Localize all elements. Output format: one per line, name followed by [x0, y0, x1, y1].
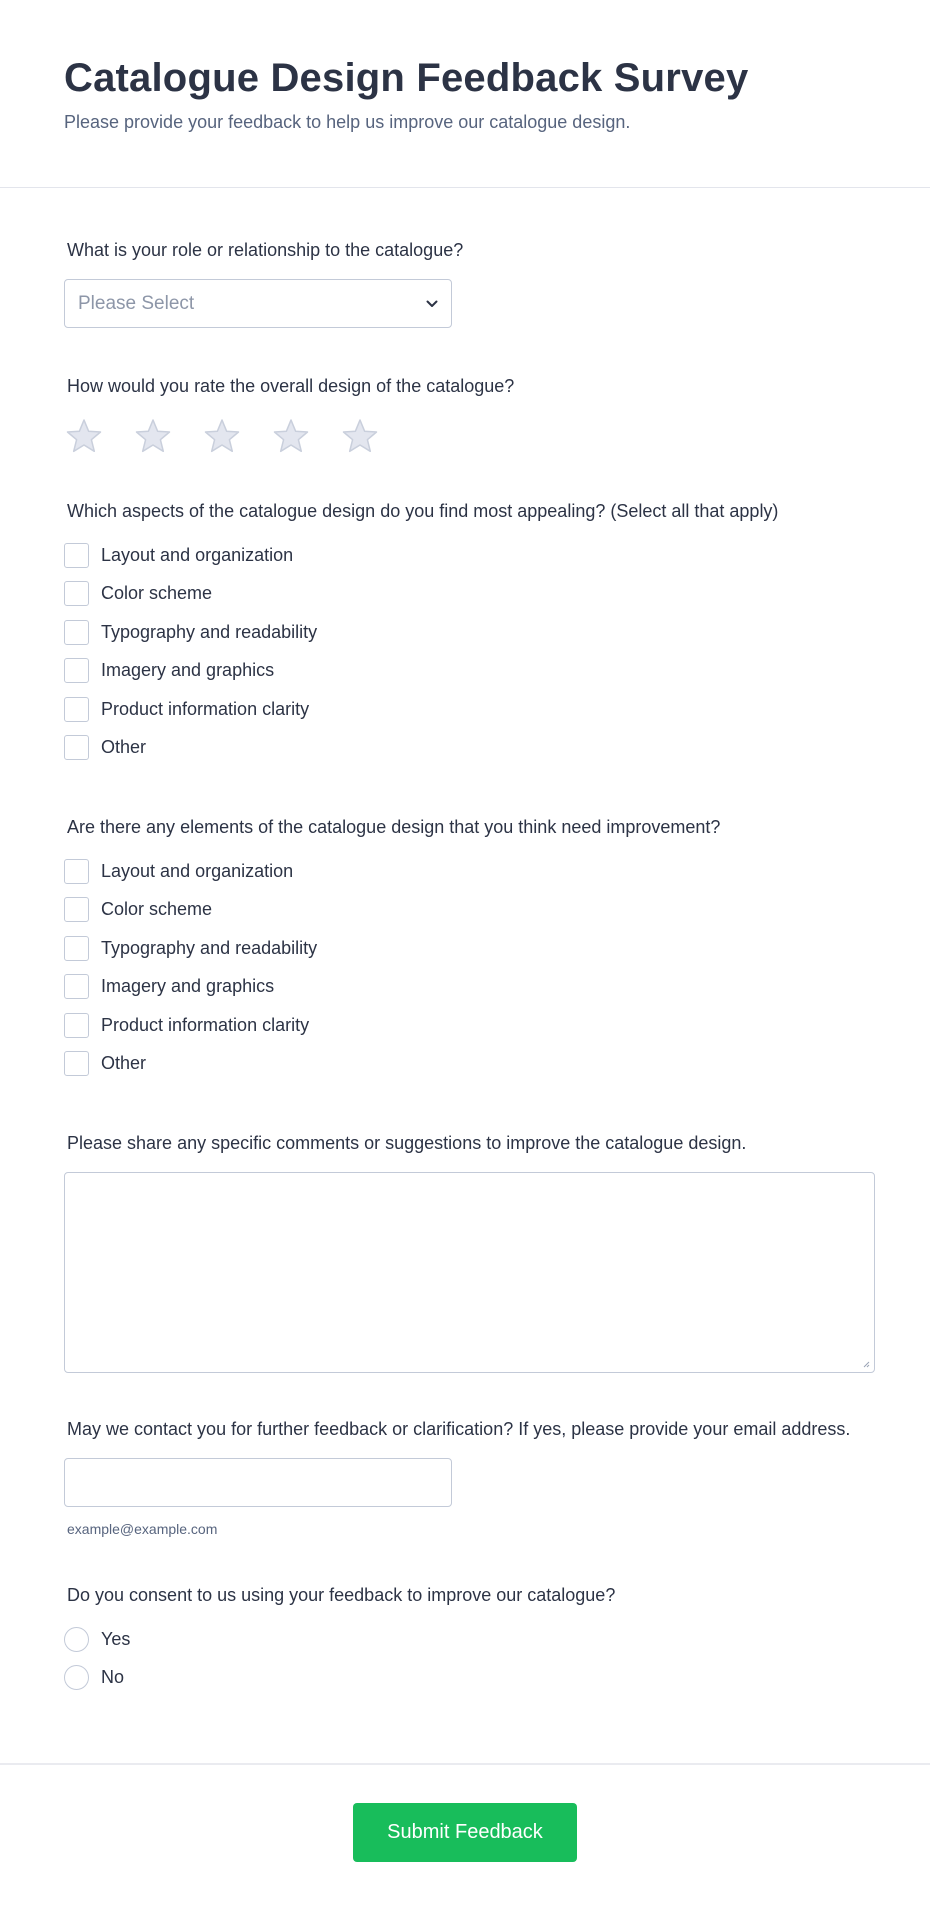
option-label: Imagery and graphics: [101, 976, 275, 997]
checkbox[interactable]: [64, 543, 89, 568]
question-label: May we contact you for further feedback or clarification? If yes, please provide your email address.: [67, 1419, 851, 1439]
checkbox-option[interactable]: [64, 891, 866, 930]
checkbox-option[interactable]: [64, 575, 866, 614]
page-title: Catalogue Design Feedback Survey: [64, 56, 749, 100]
checkbox-group: [64, 852, 866, 1083]
checkbox[interactable]: [64, 859, 89, 884]
radio-group: [64, 1620, 866, 1697]
checkbox-option[interactable]: [64, 690, 866, 729]
form-footer: [0, 1763, 930, 1910]
question-role: [64, 188, 866, 328]
option-label: No: [101, 1667, 125, 1688]
question-label: Please share any specific comments or suggestions to improve the catalogue design.: [67, 1133, 747, 1153]
checkbox-option[interactable]: [64, 852, 866, 891]
checkbox[interactable]: [64, 1051, 89, 1076]
checkbox[interactable]: [64, 581, 89, 606]
question-contact: [64, 1373, 866, 1537]
survey-form: [0, 188, 930, 1697]
checkbox[interactable]: [64, 936, 89, 961]
option-label: Color scheme: [101, 583, 213, 604]
dropdown-placeholder: Please Select: [78, 292, 195, 314]
checkbox[interactable]: [64, 658, 89, 683]
checkbox[interactable]: [64, 735, 89, 760]
star-icon[interactable]: [133, 417, 173, 457]
checkbox[interactable]: [64, 1013, 89, 1038]
option-label: Other: [101, 1053, 147, 1074]
checkbox[interactable]: [64, 620, 89, 645]
option-label: Product information clarity: [101, 1014, 310, 1035]
question-label: How would you rate the overall design of the catalogue?: [67, 376, 515, 396]
radio-option-no[interactable]: [64, 1659, 866, 1698]
option-label: Layout and organization: [101, 544, 294, 565]
checkbox-option[interactable]: [64, 729, 866, 768]
checkbox[interactable]: [64, 974, 89, 999]
option-label: Yes: [101, 1628, 131, 1649]
checkbox-group: [64, 536, 866, 767]
option-label: Color scheme: [101, 899, 213, 920]
comments-textarea[interactable]: [64, 1172, 875, 1373]
option-label: Imagery and graphics: [101, 660, 275, 681]
checkbox-option[interactable]: [64, 929, 866, 968]
question-label: Are there any elements of the catalogue design that you think need improvement?: [67, 817, 721, 837]
email-input[interactable]: [64, 1458, 452, 1507]
question-rating: [64, 328, 866, 457]
question-label: Which aspects of the catalogue design do you find most appealing? (Select all that apply): [67, 501, 779, 521]
option-label: Typography and readability: [101, 621, 318, 642]
option-label: Product information clarity: [101, 698, 310, 719]
question-label: Do you consent to us using your feedback to improve our catalogue?: [67, 1585, 616, 1605]
page-subtitle: Please provide your feedback to help us improve our catalogue design.: [64, 112, 631, 132]
star-icon[interactable]: [202, 417, 242, 457]
submit-button[interactable]: Submit Feedback: [353, 1803, 577, 1862]
checkbox-option[interactable]: [64, 1006, 866, 1045]
star-icon[interactable]: [340, 417, 380, 457]
checkbox-option[interactable]: [64, 968, 866, 1007]
star-icon[interactable]: [64, 417, 104, 457]
checkbox-option[interactable]: [64, 652, 866, 691]
option-label: Other: [101, 737, 147, 758]
question-comments: [64, 1083, 866, 1373]
option-label: Typography and readability: [101, 937, 318, 958]
checkbox-option[interactable]: [64, 1045, 866, 1084]
question-appealing: [64, 457, 866, 767]
checkbox[interactable]: [64, 897, 89, 922]
chevron-down-icon: [425, 297, 439, 311]
radio-button[interactable]: [64, 1665, 89, 1690]
radio-button[interactable]: [64, 1627, 89, 1652]
radio-option-yes[interactable]: [64, 1620, 866, 1659]
question-improvement: [64, 767, 866, 1083]
question-consent: [64, 1537, 866, 1697]
checkbox-option[interactable]: [64, 536, 866, 575]
email-sublabel: example@example.com: [67, 1521, 218, 1537]
role-dropdown[interactable]: [64, 279, 452, 328]
question-label: What is your role or relationship to the catalogue?: [67, 240, 464, 260]
star-icon[interactable]: [271, 417, 311, 457]
checkbox-option[interactable]: [64, 613, 866, 652]
resize-handle-icon[interactable]: [862, 1360, 870, 1368]
star-rating: [64, 417, 866, 457]
checkbox[interactable]: [64, 697, 89, 722]
option-label: Layout and organization: [101, 860, 294, 881]
form-header: [0, 0, 930, 188]
